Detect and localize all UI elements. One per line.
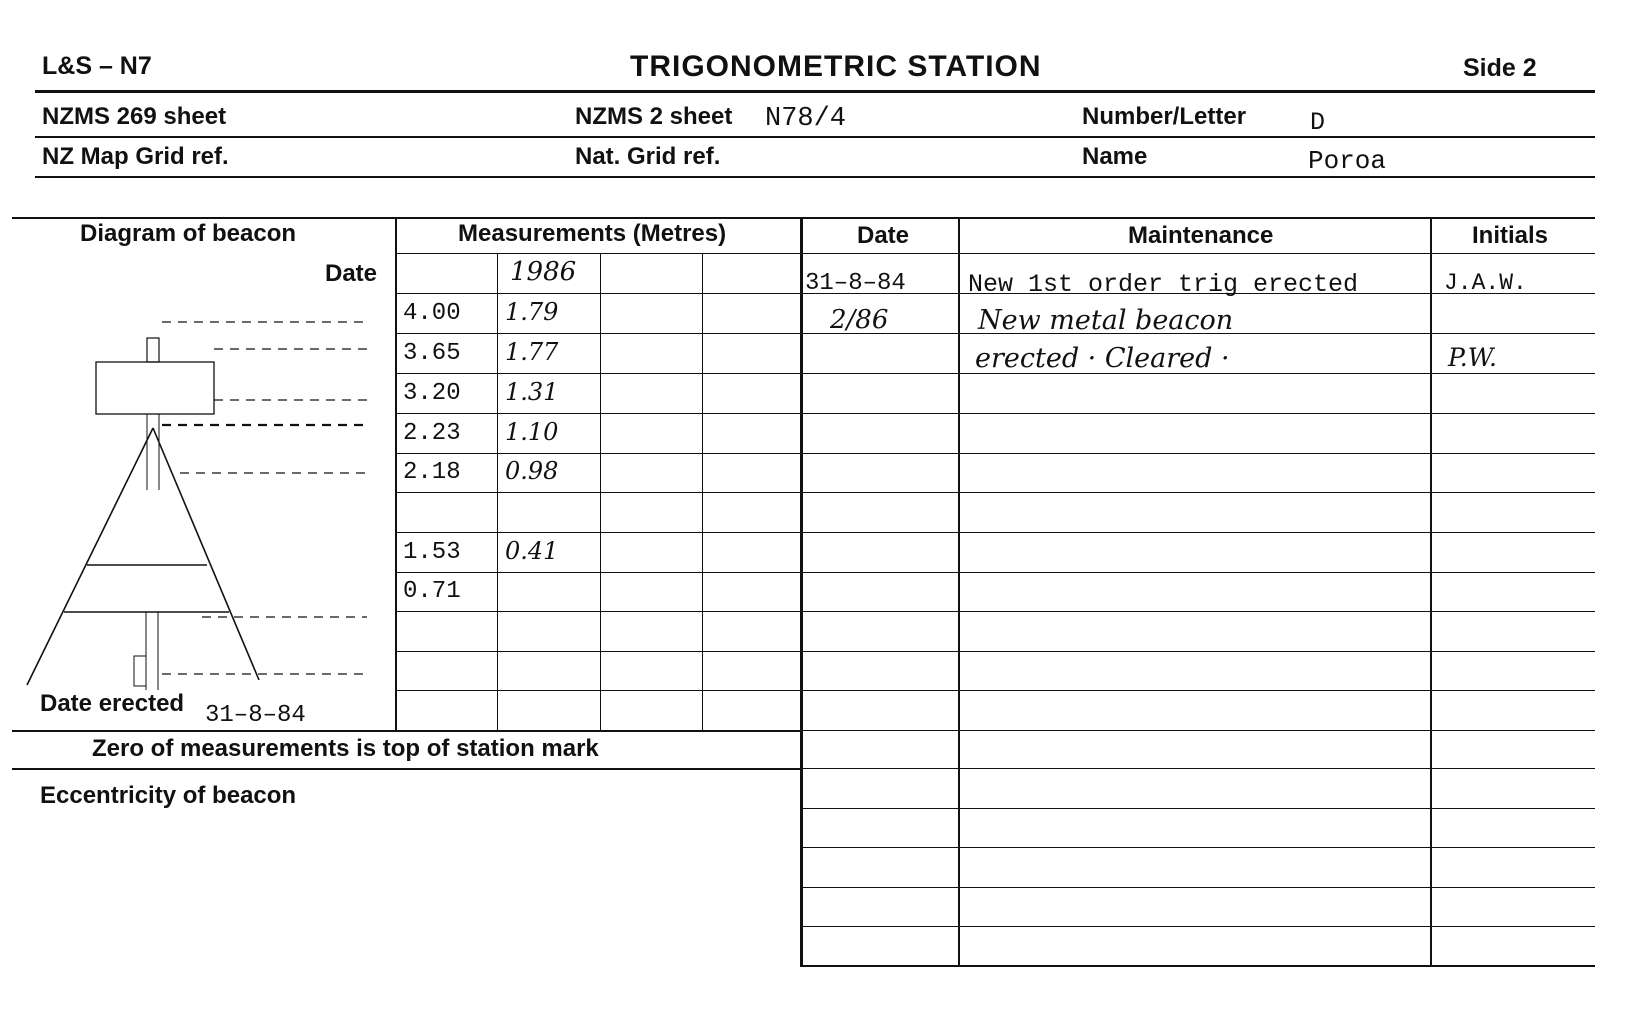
meas-row-rule [395,413,800,414]
meas-row-rule [395,293,800,294]
meas-a-value: 3.65 [403,340,461,367]
nzms2-value: N78/4 [765,104,847,134]
ref-rule-2 [35,176,1595,178]
meas-row-rule [395,572,800,573]
maint-row-rule [800,887,1595,888]
meas-row-rule [395,611,800,612]
maint-bottom-rule [800,965,1595,967]
maint-initials-divider [1430,217,1432,966]
meas-date-b: 1986 [510,257,577,287]
meas-row-rule [395,532,800,533]
maint-date-divider [958,217,960,966]
beacon-leg-left [27,428,153,685]
beacon-diagram [12,300,392,700]
maint-row-rule [800,532,1595,533]
maint-row-rule [800,572,1595,573]
maint-row-date: 31–8–84 [805,270,906,297]
meas-b-value: 0.41 [505,537,559,565]
meas-row-rule [395,690,800,691]
meas-a-value: 1.53 [403,539,461,566]
table-header-rule [395,253,1595,254]
number-letter-value: D [1310,108,1326,137]
measurements-title: Measurements (Metres) [458,220,727,247]
maint-row-text: erected · Cleared · [975,343,1230,374]
maint-date-header: Date [857,222,910,249]
maint-row-text: New metal beacon [978,305,1234,336]
diagram-title: Diagram of beacon [80,220,297,247]
form-code: L&S – N7 [42,52,152,80]
name-label: Name [1082,143,1148,170]
maint-row-rule [800,651,1595,652]
table-top-rule [12,217,1595,219]
meas-row-rule [395,651,800,652]
eccentricity-label: Eccentricity of beacon [40,782,297,809]
header-rule [35,90,1595,93]
diagram-bottom-rule [12,730,800,732]
side-label: Side 2 [1463,54,1537,82]
nzms2-label: NZMS 2 sheet [575,103,733,130]
maint-row-rule [800,492,1595,493]
meas-row-rule [395,373,800,374]
maint-row-rule [800,611,1595,612]
maintenance-header: Maintenance [1128,222,1274,249]
maint-row-rule [800,413,1595,414]
page-title: TRIGONOMETRIC STATION [630,50,1042,83]
meas-a-value: 2.18 [403,459,461,486]
initials-header: Initials [1472,222,1549,249]
date-erected-value: 31–8–84 [205,702,306,729]
zero-note: Zero of measurements is top of station mark [92,735,599,762]
date-erected-label: Date erected [40,690,185,717]
meas-a-value: 2.23 [403,420,461,447]
meas-b-value: 1.79 [505,298,559,326]
maint-row-rule [800,926,1595,927]
nat-grid-label: Nat. Grid ref. [575,143,721,170]
meas-b-value: 0.98 [505,457,559,485]
maint-row-date: 2/86 [830,305,889,335]
meas-row-rule [395,453,800,454]
beacon-top-post [147,338,159,362]
meas-a-value: 3.20 [403,380,461,407]
grid-ref-label: NZ Map Grid ref. [42,143,229,170]
maint-row-initials: P.W. [1448,343,1497,372]
beacon-vane [96,362,214,414]
station-name-value: Poroa [1308,146,1387,176]
maint-row-text: New 1st order trig erected [968,270,1359,299]
nzms269-label: NZMS 269 sheet [42,103,227,130]
meas-a-value: 4.00 [403,300,461,327]
station-mark [134,656,146,686]
meas-row-rule [395,492,800,493]
meas-b-value: 1.77 [505,338,559,366]
number-letter-label: Number/Letter [1082,103,1247,130]
diagram-date-label: Date [325,260,378,287]
meas-b-value: 1.10 [505,418,559,446]
maint-row-initials: J.A.W. [1444,270,1527,296]
maint-row-rule [800,847,1595,848]
meas-a-value: 0.71 [403,578,461,605]
beacon-leg-right [153,428,259,680]
maint-row-rule [800,768,1595,769]
maint-row-rule [800,808,1595,809]
ref-rule-1 [35,136,1595,138]
meas-row-rule [395,333,800,334]
zero-note-rule [12,768,800,770]
meas-b-value: 1.31 [505,378,559,406]
maint-row-rule [800,730,1595,731]
maint-left-border [800,217,803,966]
maint-row-rule [800,453,1595,454]
maint-row-rule [800,690,1595,691]
